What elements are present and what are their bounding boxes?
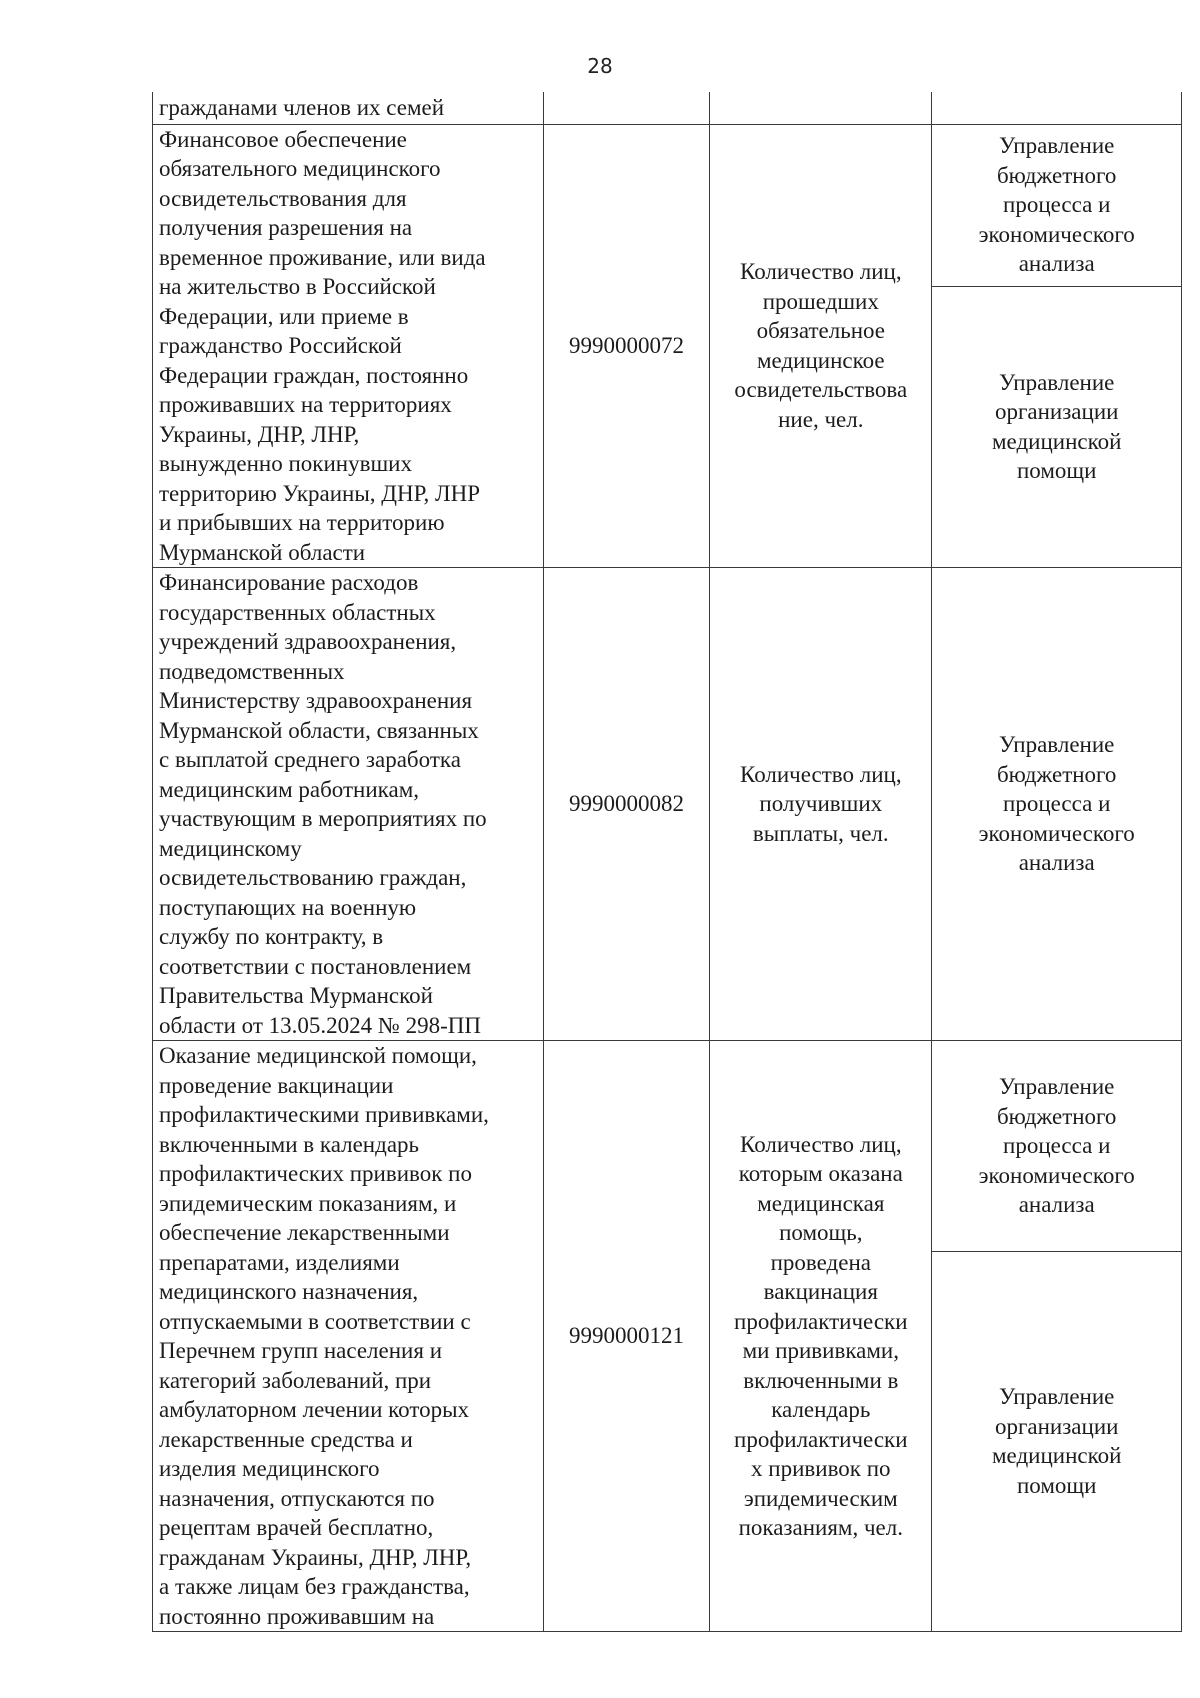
table-row [153,1041,1182,1252]
page-number: 28 [587,54,613,78]
department-cell: Управление бюджетного процесса и экономического анализа [932,568,1182,1041]
description-cell: Оказание медицинской помощи, проведение вакцинации профилактическими прививками, включенными в календарь профилактических прививок по эпидемическим показаниям, и обеспечение лекарственными препаратами, изделиями медицинского назначения, отпускаемыми в соответствии с Перечнем групп населения и категорий заболеваний, при амбулаторном лечении которых лекарственные средства и изделия медицинского назначения, отпускаются по рецептам врачей бесплатно, гражданам Украины, ДНР, ЛНР, а также лицам без гражданства, постоянно проживавшим на [153,1041,544,1632]
department-cell [932,92,1182,124]
code-cell: 9990000121 [543,1041,709,1632]
department-cell: Управление организации медицинской помощи [932,1251,1182,1631]
indicator-cell: Количество лиц, которым оказана медицинская помощь, проведена вакцинация профилактически ми прививками, включенными в календарь профилактически х прививок по эпидемическим показаниям, чел. [710,1041,932,1632]
department-cell: Управление бюджетного процесса и экономического анализа [932,124,1182,286]
table-row [153,124,1182,286]
description-cell: Финансовое обеспечение обязательного медицинского освидетельствования для получения разрешения на временное проживание, или вида на жительство в Российской Федерации, или приеме в гражданство Российской Федерации граждан, постоянно проживавших на территориях Украины, ДНР, ЛНР, вынужденно покинувших территорию Украины, ДНР, ЛНР и прибывших на территорию Мурманской области [153,124,544,568]
code-cell: 9990000072 [543,124,709,568]
measures-table [152,92,1182,1632]
description-cell: Финансирование расходов государственных областных учреждений здравоохранения, подведомственных Министерству здравоохранения Мурманской области, связанных с выплатой среднего заработка медицинским работникам, участвующим в мероприятиях по медицинскому освидетельствованию граждан, поступающих на военную службу по контракту, в соответствии с постановлением Правительства Мурманской области от 13.05.2024 № 298-ПП [153,568,544,1041]
table-row-continuation [153,92,1182,124]
table-row [153,568,1182,1041]
department-cell: Управление организации медицинской помощи [932,286,1182,567]
code-cell [543,92,709,124]
description-cell: гражданами членов их семей [153,92,544,124]
indicator-cell: Количество лиц, прошедших обязательное медицинское освидетельствова ние, чел. [710,124,932,568]
code-cell: 9990000082 [543,568,709,1041]
indicator-cell [710,92,932,124]
department-cell: Управление бюджетного процесса и экономического анализа [932,1041,1182,1252]
indicator-cell: Количество лиц, получивших выплаты, чел. [710,568,932,1041]
